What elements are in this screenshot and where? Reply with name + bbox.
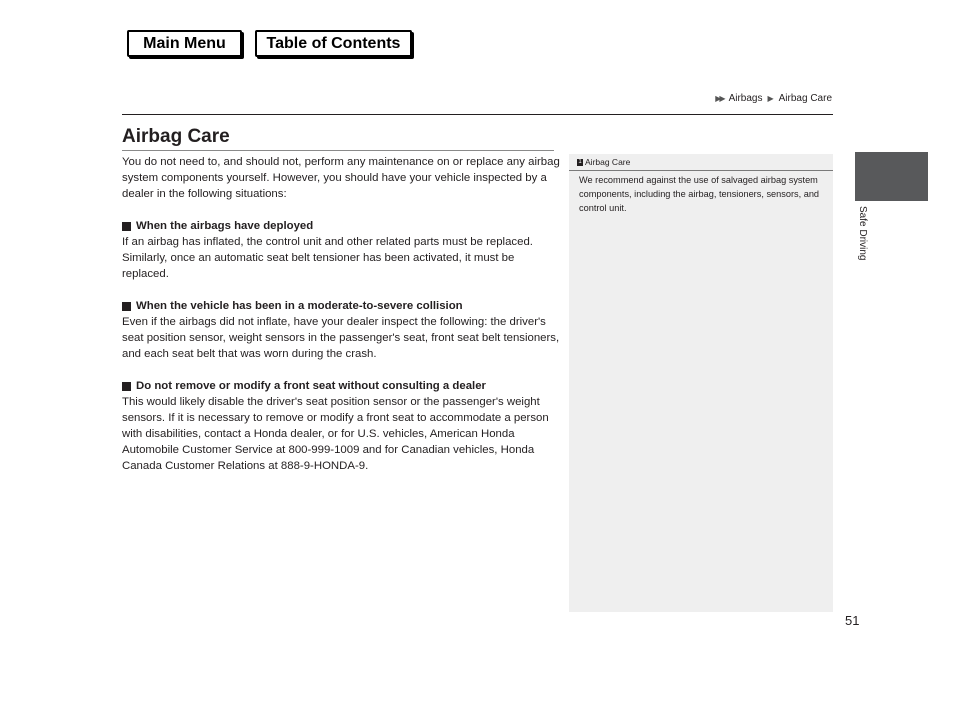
section-tab[interactable] — [855, 152, 928, 201]
bullet-square-icon — [122, 382, 131, 391]
section-heading-deployed: When the airbags have deployed — [122, 218, 562, 234]
note-marker-icon: 1 — [578, 158, 582, 165]
section-heading-front-seat: Do not remove or modify a front seat without consulting a dealer — [122, 378, 562, 394]
title-divider — [122, 150, 554, 151]
arrow-icon: ▶ — [767, 94, 774, 103]
header-divider — [122, 114, 833, 115]
breadcrumb-level2: Airbag Care — [778, 93, 832, 104]
section-tab-label: Safe Driving — [857, 206, 868, 261]
section-text-collision: Even if the airbags did not inflate, have your dealer inspect the following: the driver's seat position sensor, weight sensors in the passenger's seat, front seat belt tensioners, and each seat belt that was worn during the crash. — [122, 316, 560, 360]
page-number: 51 — [845, 613, 860, 628]
page-title: Airbag Care — [122, 126, 230, 147]
table-of-contents-button[interactable]: Table of Contents — [255, 30, 412, 57]
double-arrow-icon: ▶▶ — [715, 94, 724, 103]
breadcrumb — [715, 93, 832, 104]
section-text-deployed: If an airbag has inflated, the control unit and other related parts must be replaced. Similarly, once an automatic seat belt tensioner has been activated, it must be replaced. — [122, 236, 533, 280]
bullet-square-icon — [122, 302, 131, 311]
side-note-divider — [569, 170, 833, 171]
intro-paragraph: You do not need to, and should not, perform any maintenance on or replace any airbag system components yourself. However, you should have your vehicle inspected by a dealer in the following situations: — [122, 156, 560, 200]
section-heading-collision: When the vehicle has been in a moderate-to-severe collision — [122, 298, 562, 314]
side-note-text: We recommend against the use of salvaged airbag system components, including the airbag, tensioners, sensors, and control unit. — [579, 175, 820, 213]
bullet-square-icon — [122, 222, 131, 231]
main-content — [122, 154, 562, 474]
breadcrumb-level1[interactable]: Airbags — [728, 93, 763, 104]
side-note-heading: 1 Airbag Care — [578, 157, 631, 167]
side-note — [569, 154, 833, 612]
main-menu-button[interactable]: Main Menu — [127, 30, 242, 57]
section-text-front-seat: This would likely disable the driver's seat position sensor or the passenger's weight sensors. If it is necessary to remove or modify a front seat to accommodate a person with disabilities, contact a Honda dealer, or for U.S. vehicles, American Honda Automobile Customer Service at 800-999-1009 and for Canadian vehicles, Honda Canada Customer Relations at 888-9-HONDA-9. — [122, 396, 549, 472]
